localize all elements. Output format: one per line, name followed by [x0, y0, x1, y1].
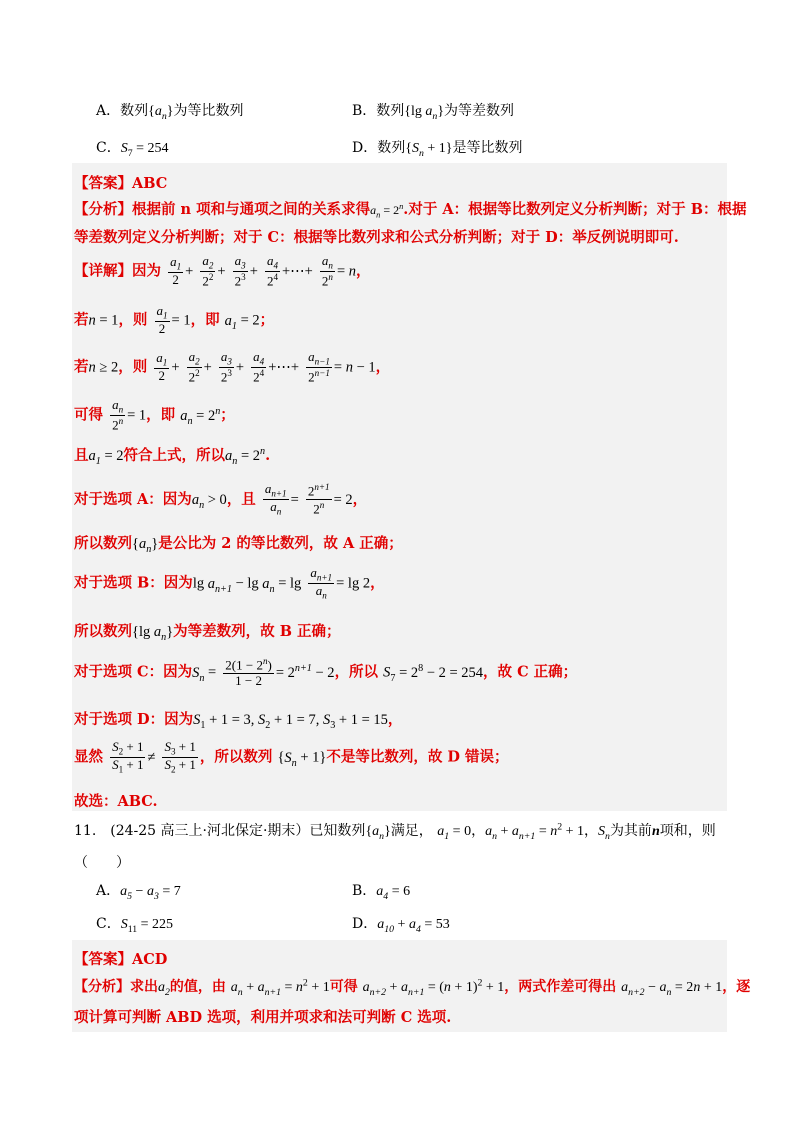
q11-option-b: B．$a_4 = 6$ [352, 883, 411, 902]
q10-option-b-check: 对于选项 B：因为$\lg a_{n+1} - \lg a_n = \lg$ $\frac{a_{n+1}}{a_n}$ = lg 2， [74, 565, 385, 601]
q10-deduce: 可得 $\frac{a_n}{2^n}$ = 1，即 $a_n = 2^n$； [74, 397, 235, 433]
q10-analysis-line2: 等差数列定义分析判断；对于 C：根据等比数列求和公式分析判断；对于 D：举反例说明即可. [74, 229, 679, 246]
q10-option-a: A．数列$\{a_n\}$为等比数列 [96, 103, 244, 122]
q10-option-d: D．数列$\{S_n + 1\}$是等比数列 [352, 140, 523, 159]
q10-answer: 【答案】ABC [74, 175, 168, 192]
q11-analysis-line2: 项计算可判断 ABD 选项，利用并项求和法可判断 C 选项. [74, 1009, 452, 1026]
q10-option-b-conclusion: 所以数列{lg $a_n$}为等差数列，故 B 正确； [74, 623, 341, 643]
q11-stem-line1: 11. (24-25 高三上·河北保定·期末）已知数列$\{a_n\}$满足， $a_1 = 0$，$a_n + a_{n+1} = n^2 + 1$，$S_n$为其前n项和，则 [74, 821, 716, 842]
q10-option-b: B．数列{lg $a_n$}为等差数列 [352, 103, 515, 122]
q10-option-c: C．$S_7 = 254$ [96, 140, 169, 159]
q10-general-term: 且$a_1 = 2$符合上式，所以$a_n = 2^n$. [74, 446, 271, 467]
q10-case-n1: 若n = 1，则 $\frac{a_1}{2}$ = 1，即 $a_1 = 2$； [74, 303, 275, 337]
q11-option-c: C．$S_{11} = 225$ [96, 916, 174, 935]
q11-option-d: D．$a_{10} + a_4 = 53$ [352, 916, 450, 935]
q10-option-a-conclusion: 所以数列$\{a_n\}$是公比为 2 的等比数列，故 A 正确； [74, 535, 403, 555]
q10-analysis-line1: 【分析】根据前 n 项和与通项之间的关系求得$a_n = 2^n$.对于 A：根据等比数列定义分析判断；对于 B：根据 [74, 201, 747, 220]
q10-case-n2: 若n ≥ 2，则 $\frac{a_1}{2}$ + $\frac{a_2}{2^2}$ + $\frac{a_3}{2^3}$ + $\frac{a_4}{2^4}$ +⋯+ $\frac{a_{n-1}}{2^{n-1}}$ = n − 1， [74, 349, 391, 385]
q11-answer: 【答案】ACD [74, 951, 168, 968]
q11-option-a: A．$a_5 - a_3 = 7$ [96, 883, 181, 902]
q10-detail-line: 【详解】因为 $\frac{a_1}{2}$ + $\frac{a_2}{2^2}$ + $\frac{a_3}{2^3}$ + $\frac{a_4}{2^4}$ +⋯+ $\frac{a_n}{2^n}$ = n， [74, 253, 371, 289]
q10-option-c-check: 对于选项 C：因为$S_n$ = $\frac{2(1 - 2^n)}{1 - 2}$ = $2^{n+1} - 2$，所以 $S_7 = 2^8 - 2 = 254$，故 C 正确； [74, 656, 578, 689]
q10-final-choice: 故选：ABC. [74, 793, 158, 810]
q10-option-a-check: 对于选项 A：因为$a_n > 0$，且 $\frac{a_{n+1}}{a_n}$ = $\frac{2^{n+1}}{2^n}$ = 2， [74, 481, 368, 517]
q10-option-d-conclusion: 显然 $\frac{S_2 + 1}{S_1 + 1}$ ≠ $\frac{S_3 + 1}{S_2 + 1}$ ，所以数列 $\{S_n + 1\}$不是等比数列，故 D 错误； [74, 739, 509, 775]
q10-option-d-check: 对于选项 D：因为$S_1 + 1 = 3$, $S_2 + 1 = 7$, $S_3 + 1 = 15$， [74, 711, 403, 731]
q11-stem-line2: （ ） [74, 855, 130, 871]
q11-analysis-line1: 【分析】求出$a_2$的值，由 $a_n + a_{n+1} = n^2 + 1$可得 $a_{n+2} + a_{n+1} = (n + 1)^2 + 1$，两式作差可得出 $a_{n+2} - a_n = 2n + 1$，逐 [74, 977, 751, 998]
